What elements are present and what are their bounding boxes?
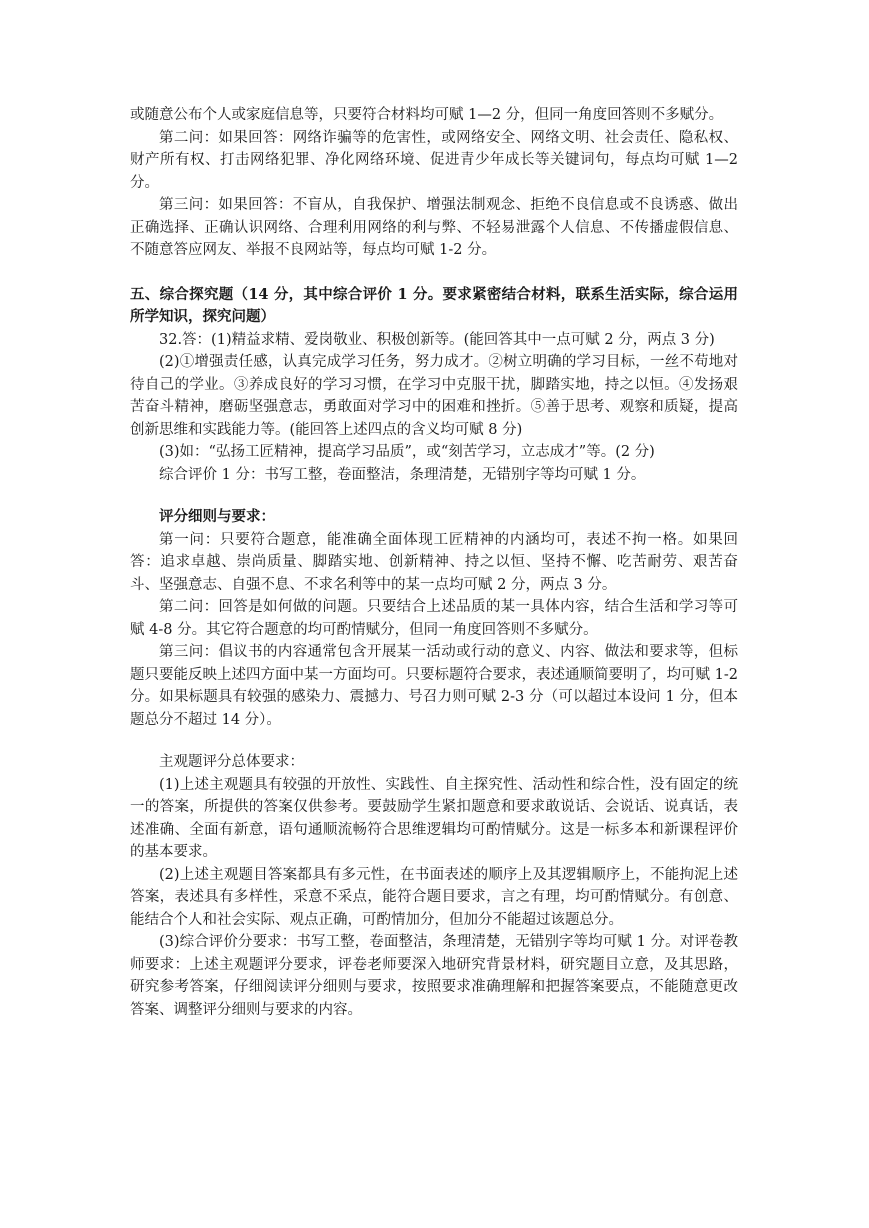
spacer <box>130 262 738 284</box>
rubric-second-question-prev: 第二问：如果回答：网络诈骗等的危害性，或网络安全、网络文明、社会责任、隐私权、财产所有权、打击网络犯罪、净化网络环境、促进青少年成长等关键词句，每点均可赋 1—2 分。 <box>130 129 738 191</box>
continued-paragraph: 或随意公布个人或家庭信息等，只要符合材料均可赋 1—2 分，但同一角度回答则不多赋分。 <box>130 107 724 123</box>
rubric-third-question: 第三问：倡议书的内容通常包含开展某一活动或行动的意义、内容、做法和要求等，但标题只要能反映上述四方面中某一方面均可。只要标题符合要求，表述通顺简要明了，均可赋 1-2 分。如果标题具有较强的感染力、震撼力、号召力则可赋 2-3 分（可以超过本设问 1 分，但本题总分不超过 14 分）。 <box>130 644 738 728</box>
rubric-third-question-prev: 第三问：如果回答：不盲从，自我保护、增强法制观念、拒绝不良信息或不良诱惑、做出正确选择、正确认识网络、合理利用网络的利与弊、不轻易泄露个人信息、不传播虚假信息、不随意答应网友、举报不良网站等，每点均可赋 1-2 分。 <box>130 197 738 258</box>
general-requirements-title: 主观题评分总体要求： <box>159 754 304 770</box>
answer-part-1: 32.答：(1)精益求精、爱岗敬业、积极创新等。(能回答其中一点可赋 2 分，两点 3 分) <box>159 331 715 348</box>
rubric-second-question: 第二问：回答是如何做的问题。只要结合上述品质的某一具体内容，结合生活和学习等可赋 4-8 分。其它符合题意的均可酌情赋分，但同一角度回答则不多赋分。 <box>130 599 738 638</box>
rubric-first-question: 第一问：只要符合题意，能准确全面体现工匠精神的内涵均可，表述不拘一格。如果回答：追求卓越、崇尚质量、脚踏实地、创新精神、持之以恒、坚持不懈、吃苦耐劳、艰苦奋斗、坚强意志、自强不息、不求名利等中的某一点均可赋 2 分，两点 3 分。 <box>130 531 738 593</box>
section-five-heading: 五、综合探究题（14 分，其中综合评价 1 分。要求紧密结合材料，联系生活实际，综合运用所学知识，探究问题） <box>130 285 738 325</box>
answer-part-3: (3)如：“弘扬工匠精神，提高学习品质”，或“刻苦学习，立志成才”等。(2 分) <box>159 444 655 460</box>
spacer <box>130 486 738 506</box>
general-requirement-3: (3)综合评价分要求：书写工整，卷面整洁，条理清楚，无错别字等均可赋 1 分。对评卷教师要求：上述主观题评分要求，评卷老师要深入地研究背景材料，研究题目立意，及其思路，研究参考答案，仔细阅读评分细则与要求，按照要求准确理解和把握答案要点，不能随意更改答案、调整评分细则与要求的内容。 <box>130 934 738 1018</box>
spacer <box>130 731 738 751</box>
document-page <box>130 104 738 1021</box>
general-requirement-2: (2)上述主观题目答案都具有多元性，在书面表述的顺序上及其逻辑顺序上，不能拘泥上述答案，表述具有多样性，采意不采点，能符合题目要求，言之有理，均可酌情赋分。有创意、能结合个人和社会实际、观点正确，可酌情加分，但加分不能超过该题总分。 <box>130 866 738 928</box>
rubric-title: 评分细则与要求： <box>159 508 275 525</box>
overall-evaluation: 综合评价 1 分：书写工整，卷面整洁，条理清楚，无错别字等均可赋 1 分。 <box>159 466 646 483</box>
answer-part-2: (2)①增强责任感，认真完成学习任务，努力成才。②树立明确的学习目标，一丝不苟地对待自己的学业。③养成良好的学习习惯，在学习中克服干扰，脚踏实地，持之以恒。④发扬艰苦奋斗精神，磨砺坚强意志，勇敢面对学习中的困难和挫折。⑤善于思考、观察和质疑，提高创新思维和实践能力等。(能回答上述四点的含义均可赋 8 分) <box>130 354 738 438</box>
general-requirement-1: (1)上述主观题具有较强的开放性、实践性、自主探究性、活动性和综合性，没有固定的统一的答案，所提供的答案仅供参考。要鼓励学生紧扣题意和要求敢说话、会说话、说真话，表述准确、全面有新意，语句通顺流畅符合思维逻辑均可酌情赋分。这是一标多本和新课程评价的基本要求。 <box>130 776 738 860</box>
